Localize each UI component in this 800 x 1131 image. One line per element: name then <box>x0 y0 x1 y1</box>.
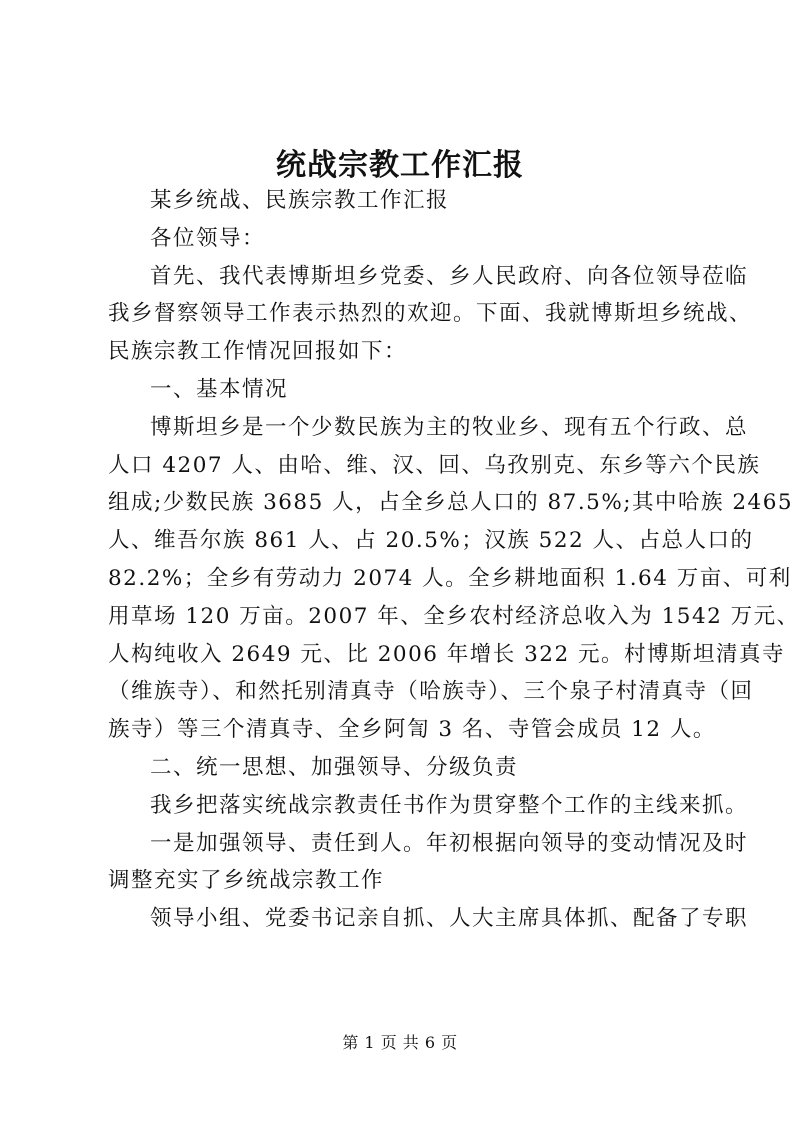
paragraph-line: 民族宗教工作情况回报如下： <box>108 339 408 365</box>
paragraph-line: 族寺）等三个清真寺、全乡阿訇 3 名、寺管会成员 12 人。 <box>108 717 716 743</box>
paragraph-line: 博斯坦乡是一个少数民族为主的牧业乡、现有五个行政、总 <box>150 414 749 440</box>
paragraph-line: （维族寺）、和然托别清真寺（哈族寺）、三个泉子村清真寺（回 <box>108 679 754 705</box>
section-heading: 二、统一思想、加强领导、分级负责 <box>150 754 519 780</box>
section-heading: 一、基本情况 <box>150 376 289 402</box>
page-footer: 第 1 页 共 6 页 <box>342 1033 458 1052</box>
paragraph-line: 我乡督察领导工作表示热烈的欢迎。下面、我就博斯坦乡统战、 <box>108 301 753 327</box>
document-body <box>108 182 800 938</box>
paragraph-line: 人口 4207 人、由哈、维、汉、回、乌孜别克、东乡等六个民族 <box>108 452 761 478</box>
paragraph-line: 人构纯收入 2649 元、比 2006 年增长 322 元。村博斯坦清真寺 <box>108 641 785 667</box>
document-title: 统战宗教工作汇报 <box>276 148 524 183</box>
paragraph-line: 人、维吾尔族 861 人、占 20.5%；汉族 522 人、占总人口的 <box>108 528 754 554</box>
subtitle-line: 某乡统战、民族宗教工作汇报 <box>150 188 450 213</box>
salutation-line: 各位领导： <box>150 225 266 251</box>
paragraph-line: 用草场 120 万亩。2007 年、全乡农村经济总收入为 1542 万元、 <box>108 603 800 629</box>
paragraph-line: 组成;少数民族 3685 人，占全乡总人口的 87.5%;其中哈族 2465 <box>108 490 794 516</box>
paragraph-line: 首先、我代表博斯坦乡党委、乡人民政府、向各位领导莅临 <box>150 263 749 289</box>
paragraph-line: 调整充实了乡统战宗教工作 <box>108 868 385 894</box>
paragraph-line: 一是加强领导、责任到人。年初根据向领导的变动情况及时 <box>150 830 749 856</box>
paragraph-line: 82.2%；全乡有劳动力 2074 人。全乡耕地面积 1.64 万亩、可利 <box>108 565 792 591</box>
paragraph-line: 我乡把落实统战宗教责任书作为贯穿整个工作的主线来抓。 <box>150 792 749 818</box>
paragraph-line: 领导小组、党委书记亲自抓、人大主席具体抓、配备了专职 <box>150 906 749 932</box>
